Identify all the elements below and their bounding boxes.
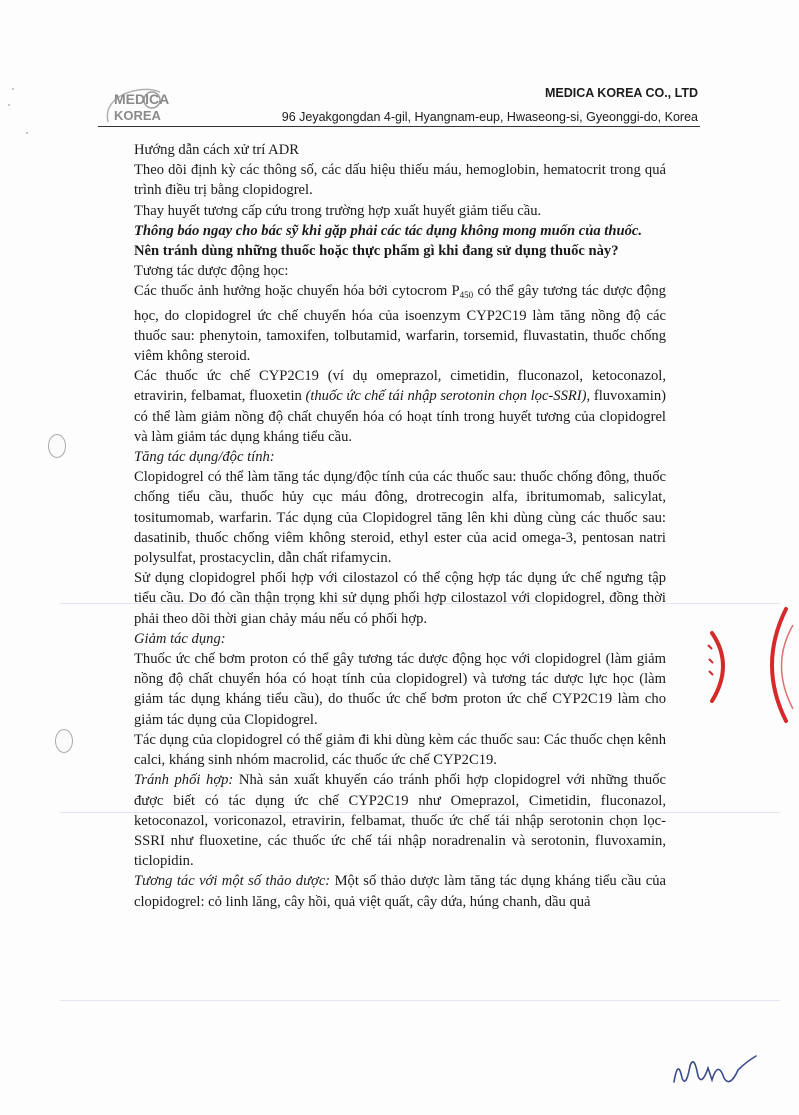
company-name: MEDICA KOREA CO., LTD [544,86,698,100]
increase-effect-paragraph-2: Sử dụng clopidogrel phối hợp với cilostazol có thể cộng hợp tác dụng ức chế ngưng tập tiểu cầu. Do đó cần thận trọng khi sử dụng phối hợp cilostazol với clopidogrel, đồng thời phải theo dõi thời gian chảy máu nếu có phối hợp. [134,570,666,627]
logo-text-bottom: KOREA [114,108,161,123]
pharmacokinetic-paragraph-1: Các thuốc ảnh hưởng hoặc chuyển hóa bởi cytocrom $P_{450}$ có thể gây tương tác dược động học, do clopidogrel ức chế chuyển hóa của isoenzym CYP2C19 làm tăng nồng độ các thuốc sau: phenytoin, tamoxifen, tolbutamid, warfarin, torsemid, fluvastatin, thuốc chống viêm không steroid. [134,283,666,365]
stamp-seal [700,605,799,725]
decrease-effect-heading: Giảm tác dụng: [134,630,226,647]
avoid-combination-paragraph: Tránh phối hợp: Nhà sản xuất khuyến cáo tránh phối hợp clopidogrel với những thuốc được biết có tác dụng ức chế CYP2C19 như Omeprazol, Cimetidin, fluconazol, ketoconazol, voriconazol, etravirin, felbamat, thuốc ức chế tái nhập serotonin chọn lọc-SSRI như fluoxetine, các thuốc ức chế tái nhập noradrenalin và serotonin, fluvoxamin, ticlopidin. [134,772,666,870]
avoid-heading: Nên tránh dùng những thuốc hoặc thực phẩm gì khi đang sử dụng thuốc này? [134,243,619,260]
increase-effect-paragraph-1: Clopidogrel có thể làm tăng tác dụng/độc tính của các thuốc sau: thuốc chống đông, thuốc chống tiểu cầu, thuốc hủy cục máu đông, drotrecogin alfa, ibritumomab, salicylat, tositumomab, warfarin. Tác dụng của Clopidogrel tăng lên khi dùng cùng các thuốc sau: dasatinib, thuốc chống viêm không steroid, ethyl ester của acid omega-3, pentosan natri polysulfat, prostacyclin, dẫn chất rifamycin. [134,469,666,567]
decrease-effect-paragraph-1: Thuốc ức chế bơm proton có thể gây tương tác dược động học với clopidogrel (làm giảm nồng độ chất chuyển hóa có hoạt tính của clopidogrel) và tương tác dược lực học (làm giảm tác dụng kháng tiểu cầu), do thuốc ức chế bơm proton ức chế CYP2C19 làm cho giảm tác dụng của Clopidogrel. [134,651,666,728]
scan-speck [26,132,28,134]
notify-doctor-note: Thông báo ngay cho bác sỹ khi gặp phải các tác dụng không mong muốn của thuốc. [134,222,643,239]
logo-text-top: MEDICA [114,91,170,107]
adr-paragraph-1: Theo dõi định kỳ các thông số, các dấu hiệu thiếu máu, hemoglobin, hematocrit trong quá trình điều trị bằng clopidogrel. [134,162,666,199]
adr-heading: Hướng dẫn cách xử trí ADR [134,142,299,158]
scan-speck [12,88,14,90]
herbal-interaction-paragraph: Tương tác với một số thảo dược: Một số thảo dược làm tăng tác dụng kháng tiểu cầu của clopidogrel: cỏ linh lăng, cây hồi, quả việt quất, cây dứa, húng chanh, dầu quả [134,873,666,910]
signature [668,1048,768,1093]
company-logo [100,82,220,130]
adr-paragraph-2: Thay huyết tương cấp cứu trong trường hợp xuất huyết giảm tiểu cầu. [134,202,542,219]
pharmacokinetic-paragraph-2: Các thuốc ức chế CYP2C19 (ví dụ omeprazol, cimetidin, fluconazol, ketoconazol, etravirin, felbamat, fluoxetin (thuốc ức chế tái nhập serotonin chọn lọc-SSRI), fluvoxamin) có thể làm giảm nồng độ chất chuyển hóa có hoạt tính trong huyết tương của clopidogrel và làm giảm tác dụng kháng tiểu cầu. [134,368,666,445]
punch-hole [55,729,73,753]
scan-speck [8,104,10,106]
decrease-effect-paragraph-2: Tác dụng của clopidogrel có thể giảm đi khi dùng kèm các thuốc sau: Các thuốc chẹn kênh calci, kháng sinh nhóm macrolid, các thuốc ức chế CYP2C19. [134,731,666,769]
header-divider [98,126,700,127]
scan-line [60,1000,780,1001]
company-address: 96 Jeyakgongdan 4-gil, Hyangnam-eup, Hwaseong-si, Gyeonggi-do, Korea [281,110,698,124]
document-body [134,140,666,912]
punch-hole [48,434,66,458]
pharmacokinetic-heading: Tương tác dược động học: [134,263,289,280]
increase-effect-heading: Tăng tác dụng/độc tính: [134,449,275,466]
